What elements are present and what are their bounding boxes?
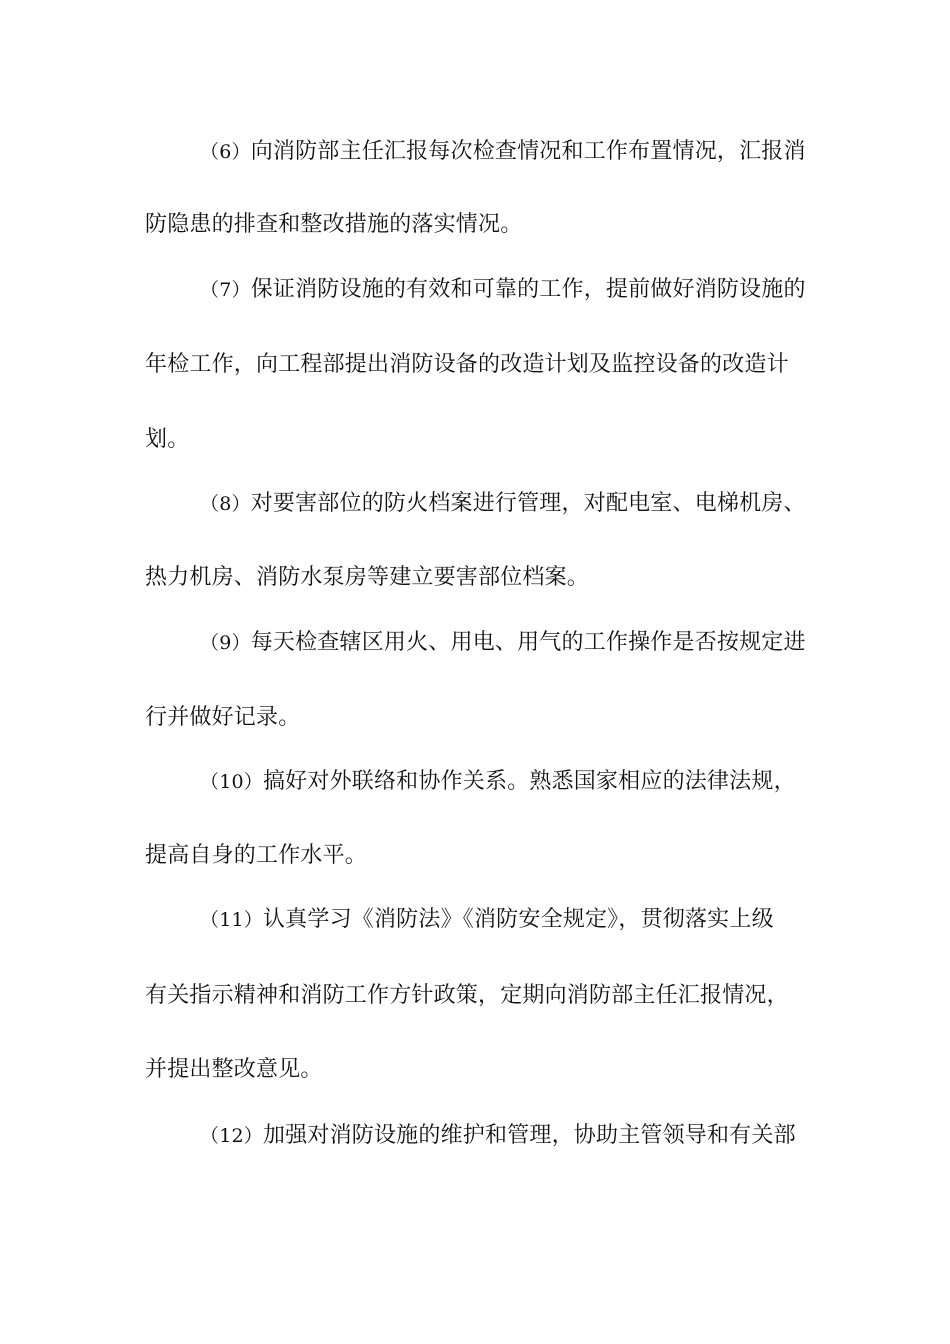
paragraph-6-line-1 — [200, 137, 806, 167]
paragraph-11-line-2 — [145, 981, 789, 1011]
paragraph-7-line-1 — [200, 275, 806, 305]
paragraph-6-text-2: 防隐患的排查和整改措施的落实情况。 — [145, 212, 523, 237]
paragraph-6-text-1: 向消防部主任汇报每次检查情况和工作布置情况，汇报消 — [250, 139, 806, 164]
paragraph-9-line-2 — [145, 703, 300, 733]
paragraph-11-text-2: 有关指示精神和消防工作方针政策，定期向消防部主任汇报情况， — [145, 983, 789, 1008]
paragraph-9-text-1: 每天检查辖区用火、用电、用气的工作操作是否按规定进 — [250, 630, 806, 655]
paragraph-10-line-2 — [145, 841, 367, 871]
paragraph-11-text-1: 认真学习《消防法》《消防安全规定》，贯彻落实上级 — [262, 907, 774, 932]
paragraph-11-text-3: 并提出整改意见。 — [145, 1057, 323, 1082]
paragraph-10-text-2: 提高自身的工作水平。 — [145, 843, 368, 868]
paragraph-8-line-2 — [145, 563, 589, 593]
paragraph-10-text-1: 搞好对外联络和协作关系。熟悉国家相应的法律法规， — [262, 769, 796, 794]
paragraph-8-text-2: 热力机房、消防水泵房等建立要害部位档案。 — [145, 565, 590, 590]
paragraph-12-text-1: 加强对消防设施的维护和管理，协助主管领导和有关部 — [262, 1123, 796, 1148]
paragraph-7-line-2 — [145, 350, 789, 380]
paragraph-10-marker: （10） — [200, 771, 263, 793]
paragraph-6-line-2 — [145, 210, 522, 240]
paragraph-7-text-2: 年检工作，向工程部提出消防设备的改造计划及监控设备的改造计 — [145, 352, 789, 377]
paragraph-9-marker: （9） — [200, 632, 251, 654]
paragraph-9-line-1 — [200, 628, 806, 658]
paragraph-8-marker: （8） — [200, 493, 251, 515]
paragraph-11-marker: （11） — [200, 909, 263, 931]
paragraph-9-text-2: 行并做好记录。 — [145, 705, 301, 730]
paragraph-7-text-1: 保证消防设施的有效和可靠的工作，提前做好消防设施的 — [250, 277, 806, 302]
paragraph-11-line-3 — [145, 1055, 323, 1085]
paragraph-6-marker: （6） — [200, 141, 251, 163]
paragraph-8-line-1 — [200, 489, 806, 519]
paragraph-7-text-3: 划。 — [145, 427, 190, 452]
paragraph-8-text-1: 对要害部位的防火档案进行管理，对配电室、电梯机房、 — [250, 491, 806, 516]
paragraph-12-marker: （12） — [200, 1125, 263, 1147]
paragraph-12-line-1 — [200, 1121, 796, 1151]
paragraph-11-line-1 — [200, 905, 774, 935]
paragraph-7-line-3 — [145, 425, 189, 455]
paragraph-10-line-1 — [200, 767, 796, 797]
paragraph-7-marker: （7） — [200, 279, 251, 301]
